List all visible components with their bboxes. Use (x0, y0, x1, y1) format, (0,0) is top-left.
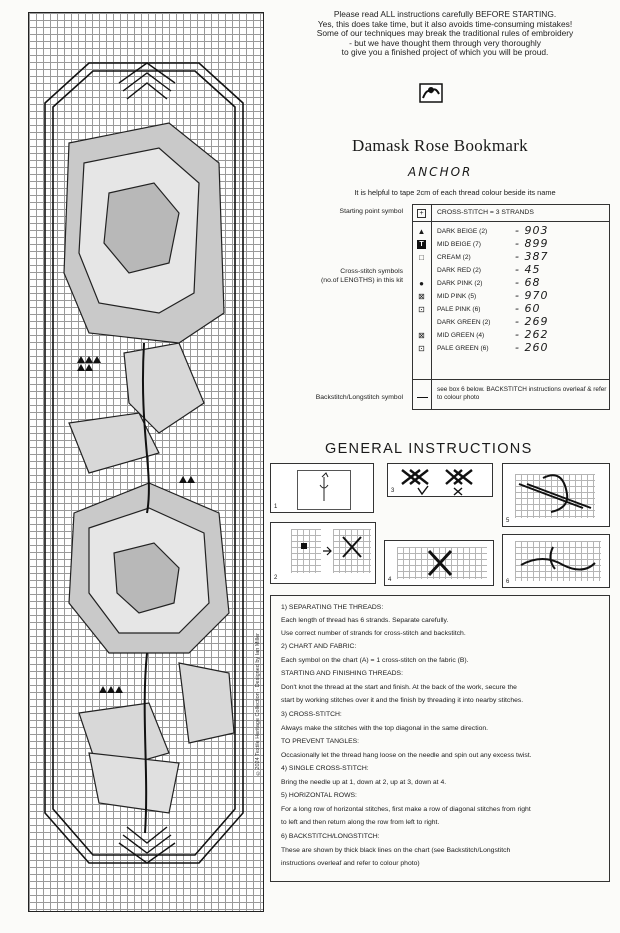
cross-stitch-label-line: Cross-stitch symbols (340, 268, 403, 275)
instruction-heading: 5) HORIZONTAL ROWS: (281, 792, 357, 799)
dark-beige-symbol-icon: ▲ (417, 227, 426, 236)
box-number: 2 (274, 575, 278, 581)
dark-red-symbol-icon (417, 266, 426, 275)
instruction-line: These are shown by thick black lines on the chart (see Backstitch/Longstitch (281, 847, 511, 854)
box-number: 6 (506, 579, 510, 585)
backstitch-note: see box 6 below. BACKSTITCH instructions overleaf & refer to colour photo (437, 386, 607, 401)
diagram-box-4 (384, 540, 494, 586)
cross-stitch-chart (28, 12, 264, 912)
mid-beige-symbol-icon: T (417, 240, 426, 249)
box-number: 5 (506, 518, 510, 524)
key-row (413, 264, 609, 277)
backstitch-line-icon (417, 397, 428, 398)
thread-name: MID PINK (5) (437, 293, 477, 300)
backstitch-icon (503, 535, 611, 589)
thread-code: - 269 (515, 315, 549, 328)
instruction-line: Each length of thread has 6 strands. Separate carefully. (281, 617, 449, 624)
thread-name: MID GREEN (4) (437, 332, 485, 339)
instruction-line: Occasionally let the thread hang loose on the needle and spin out any excess twist. (281, 752, 532, 759)
cross-stitch-symbols-label (293, 268, 403, 285)
thread-name: PALE PINK (6) (437, 306, 481, 313)
handwritten-brand: ANCHOR (408, 165, 473, 179)
instruction-line: Bring the needle up at 1, down at 2, up at 3, down at 4. (281, 779, 447, 786)
key-row (413, 329, 609, 342)
key-row (413, 290, 609, 303)
thread-code: - 387 (515, 250, 549, 263)
intro-line: - but we have thought them through very thoroughly (349, 37, 541, 48)
horizontal-row-icon (503, 464, 611, 528)
key-row (413, 277, 609, 290)
chart-artwork (29, 13, 265, 913)
diagram-box-1 (270, 463, 374, 513)
box-number: 3 (391, 488, 395, 494)
cross-stitch-label-line: (no.of LENGTHS) in this kit (321, 276, 403, 284)
key-row (413, 303, 609, 316)
dark-pink-symbol-icon: ● (419, 279, 424, 288)
starting-point-icon: + (417, 209, 426, 218)
thread-name: PALE GREEN (6) (437, 345, 489, 352)
diagram-box-2 (270, 522, 376, 584)
key-row (413, 238, 609, 251)
needle-thread-icon (298, 471, 350, 509)
thread-name: DARK PINK (2) (437, 280, 483, 287)
intro-text (275, 10, 615, 58)
pale-pink-symbol-icon: ⊡ (418, 305, 425, 314)
key-row (413, 251, 609, 264)
single-cross-stitch-icon (385, 541, 495, 587)
dark-green-symbol-icon (417, 318, 426, 327)
copyright-text: ©2024 Textile Heritage Collection · Designed by Ian Miller (255, 633, 261, 776)
thread-code: - 970 (515, 289, 549, 302)
instruction-heading: 3) CROSS-STITCH: (281, 711, 342, 718)
key-row (413, 225, 609, 238)
diagram-box-6 (502, 534, 610, 588)
mid-pink-symbol-icon: ⊠ (418, 292, 425, 301)
intro-line: Some of our techniques may break the traditional rules of embroidery (316, 28, 574, 39)
thread-name: DARK GREEN (2) (437, 319, 491, 326)
instruction-heading: STARTING AND FINISHING THREADS: (281, 670, 403, 677)
thread-code: - 262 (515, 328, 549, 341)
thread-name: DARK RED (2) (437, 267, 481, 274)
starting-point-label: Starting point symbol (339, 208, 403, 215)
key-divider (413, 221, 609, 222)
instruction-line: Don't knot the thread at the start and finish. At the back of the work, secure the (281, 684, 517, 691)
intro-line: to give you a finished project of which you will be proud. (341, 47, 549, 58)
box-number: 1 (274, 504, 278, 510)
instruction-heading: 1) SEPARATING THE THREADS: (281, 604, 384, 611)
key-divider (413, 379, 609, 380)
brand-logo-icon (417, 80, 445, 106)
instructions-box (270, 595, 610, 882)
instruction-line: start by working stitches over it and the finish by threading it into nearby stitches. (281, 697, 524, 704)
thread-code: - 60 (515, 302, 541, 315)
chart-to-fabric-icon (271, 523, 377, 585)
instruction-line: For a long row of horizontal stitches, first make a row of diagonal stitches from right (281, 806, 531, 813)
mid-green-symbol-icon: ⊠ (418, 331, 425, 340)
instruction-heading: 6) BACKSTITCH/LONGSTITCH: (281, 833, 380, 840)
key-row (413, 316, 609, 329)
thread-name: MID BEIGE (7) (437, 241, 481, 248)
key-header: CROSS-STITCH = 3 STRANDS (437, 209, 534, 216)
instruction-heading: TO PREVENT TANGLES: (281, 738, 360, 745)
key-row (413, 342, 609, 355)
thread-code: - 903 (515, 224, 549, 237)
thread-code: - 260 (515, 341, 549, 354)
thread-card-diagram (297, 470, 351, 510)
diagram-box-3 (387, 463, 493, 497)
intro-line: Yes, this does take time, but it also avoids time-consuming mistakes! (317, 18, 573, 29)
cross-stitch-direction-icon (388, 464, 494, 498)
thread-name: DARK BEIGE (2) (437, 228, 488, 235)
page-title: Damask Rose Bookmark (352, 136, 528, 155)
pale-green-symbol-icon: ⊡ (418, 344, 425, 353)
backstitch-label: Backstitch/Longstitch symbol (315, 394, 403, 401)
thread-code: - 899 (515, 237, 549, 250)
thread-name: CREAM (2) (437, 254, 471, 261)
instruction-line: Each symbol on the chart (A) = 1 cross-stitch on the fabric (B). (281, 657, 469, 664)
intro-line: Please read ALL instructions carefully BEFORE STARTING. (333, 9, 557, 19)
general-instructions-title: GENERAL INSTRUCTIONS (325, 441, 533, 457)
thread-key-table (412, 204, 610, 410)
box-number: 4 (388, 577, 392, 583)
cream-symbol-icon: □ (419, 253, 424, 262)
copyright-note (255, 633, 269, 933)
instruction-heading: 2) CHART AND FABRIC: (281, 643, 357, 650)
instruction-line: instructions overleaf and refer to colour photo) (281, 860, 420, 867)
diagram-box-5 (502, 463, 610, 527)
instruction-heading: 4) SINGLE CROSS-STITCH: (281, 765, 369, 772)
thread-code: - 45 (515, 263, 541, 276)
thread-code: - 68 (515, 276, 541, 289)
instruction-line: Always make the stitches with the top diagonal in the same direction. (281, 725, 489, 732)
instruction-line: Use correct number of strands for cross-stitch and backstitch. (281, 630, 466, 637)
tape-note: It is helpful to tape 2cm of each thread colour beside its name (354, 188, 556, 197)
instruction-line: to left and then return along the row from left to right. (281, 819, 440, 826)
